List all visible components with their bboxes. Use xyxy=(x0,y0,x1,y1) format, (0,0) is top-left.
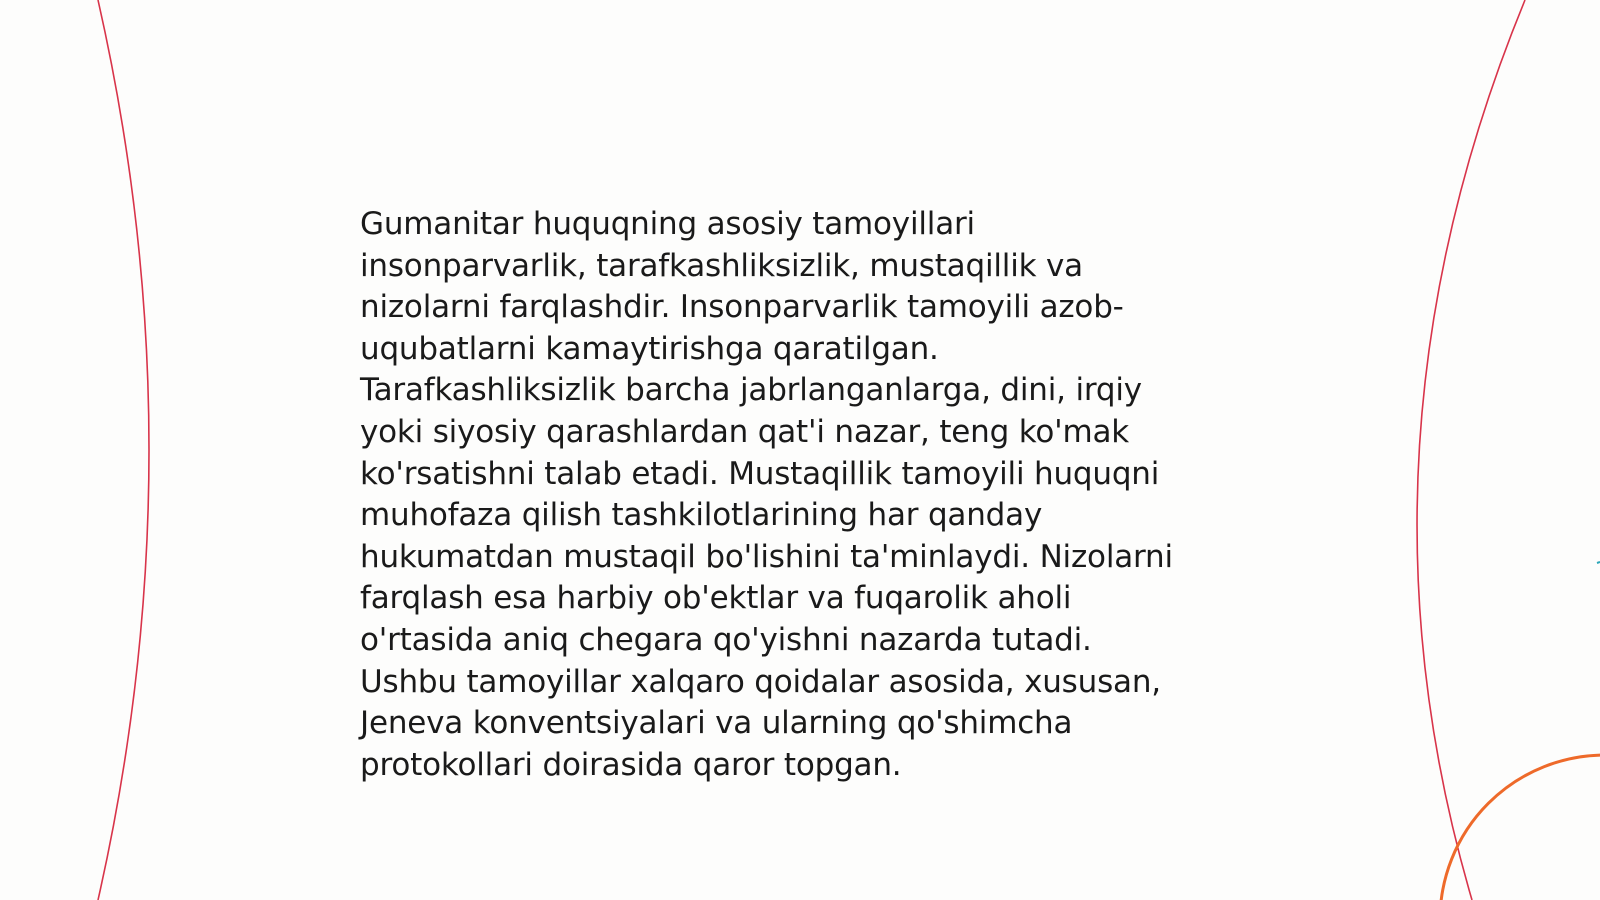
text-line: Ushbu tamoyillar xalqaro qoidalar asosida, xususan, xyxy=(360,663,1161,700)
text-line: Jeneva konventsiyalari va ularning qo'shimcha xyxy=(360,705,1073,742)
text-line: farqlash esa harbiy ob'ektlar va fuqarolik aholi xyxy=(360,580,1072,617)
left-arc xyxy=(98,0,149,900)
text-line: muhofaza qilish tashkilotlarining har qanday xyxy=(360,497,1043,534)
text-line: insonparvarlik, tarafkashliksizlik, mustaqillik va xyxy=(360,247,1083,284)
text-line: uqubatlarni kamaytirishga qaratilgan. xyxy=(360,330,939,367)
text-line: o'rtasida aniq chegara qo'yishni nazarda tutadi. xyxy=(360,621,1092,658)
text-line: ko'rsatishni talab etadi. Mustaqillik tamoyili huquqni xyxy=(360,455,1160,492)
body-text xyxy=(360,204,1240,786)
orange-circle xyxy=(1440,755,1600,900)
text-line: nizolarni farqlashdir. Insonparvarlik tamoyili azob- xyxy=(360,289,1124,326)
text-line: protokollari doirasida qaror topgan. xyxy=(360,746,902,783)
text-line: Tarafkashliksizlik barcha jabrlanganlarga, dini, irqiy xyxy=(360,372,1142,409)
right-arc xyxy=(1417,0,1525,900)
text-line: hukumatdan mustaqil bo'lishini ta'minlaydi. Nizolarni xyxy=(360,538,1173,575)
text-line: yoki siyosiy qarashlardan qat'i nazar, teng ko'mak xyxy=(360,413,1130,450)
text-line: Gumanitar huquqning asosiy tamoyillari xyxy=(360,206,975,242)
